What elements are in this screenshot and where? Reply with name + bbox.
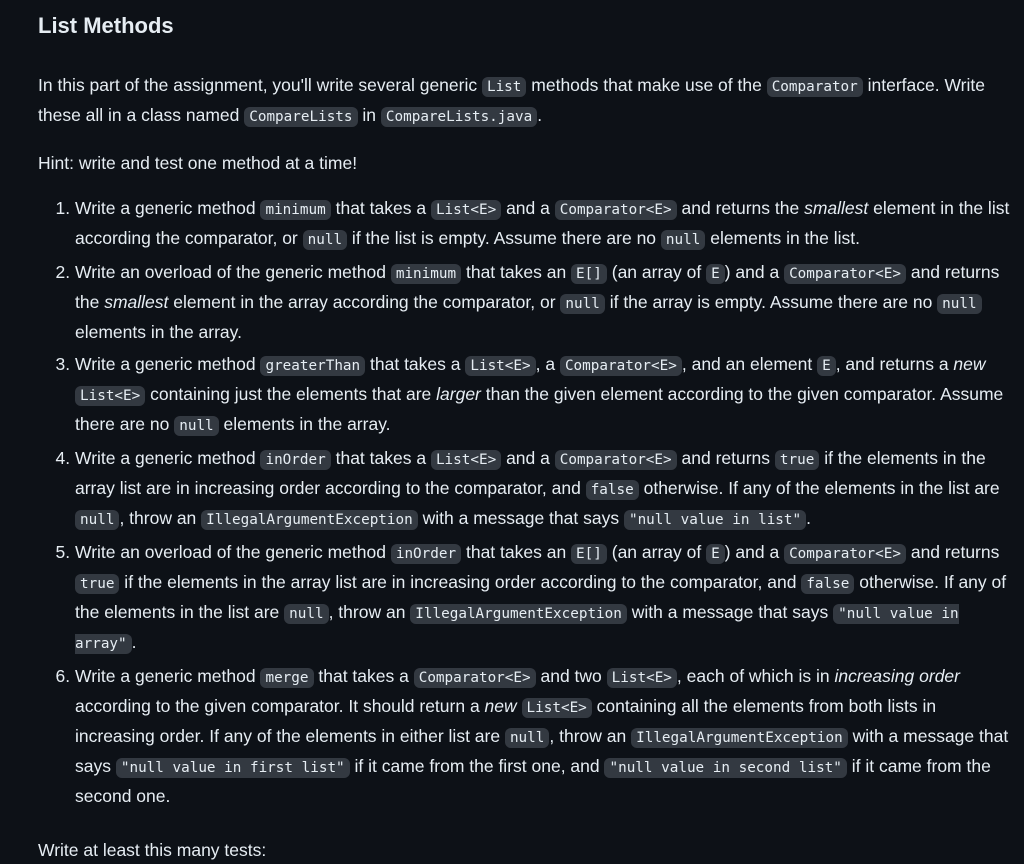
text: Write a generic method (75, 198, 261, 218)
inline-code: Comparator<E> (784, 544, 906, 564)
inline-code: E[] (571, 544, 607, 564)
text: element in the array according the comparator, or (168, 292, 561, 312)
emphasis: new (953, 354, 986, 374)
text: , and an element (681, 354, 818, 374)
text: with a message that says (626, 602, 834, 622)
document-body (38, 0, 1012, 814)
section-heading: List Methods (38, 13, 174, 38)
text: otherwise. If any of the elements in the list are (638, 478, 1000, 498)
inline-code: IllegalArgumentException (410, 604, 627, 624)
inline-code: List<E> (465, 356, 535, 376)
list-item (75, 258, 1012, 346)
list-item (75, 538, 1012, 658)
text: if the list is empty. Assume there are no (347, 228, 661, 248)
text: ) and a (724, 542, 785, 562)
inline-code: false (801, 574, 854, 594)
inline-code: merge (260, 668, 313, 688)
text: In this part of the assignment, you'll write several generic (38, 75, 482, 95)
inline-code: List<E> (75, 386, 145, 406)
inline-code: null (75, 510, 119, 530)
text: . (537, 105, 543, 125)
list-item (75, 662, 1012, 810)
inline-code: null (505, 728, 549, 748)
text: if the elements in the array list are in increasing order according to the comparator, and (119, 572, 802, 592)
list-item (75, 350, 1012, 440)
text: and a (501, 198, 555, 218)
inline-code: Comparator<E> (555, 450, 677, 470)
text: than the given element according to the given comparator. Assume there are no (75, 384, 1004, 434)
inline-code: null (661, 230, 705, 250)
inline-code: List<E> (431, 200, 501, 220)
list-item (75, 444, 1012, 534)
inline-code: null (174, 416, 218, 436)
inline-code: IllegalArgumentException (201, 510, 418, 530)
inline-code: Comparator (767, 77, 863, 97)
text: Write a generic method (75, 354, 261, 374)
inline-code: Comparator<E> (784, 264, 906, 284)
inline-code: null (560, 294, 604, 314)
inline-code: "null value in second list" (604, 758, 846, 778)
text: elements in the array. (218, 414, 391, 434)
text: if it came from the first one, and (349, 756, 605, 776)
inline-code: true (775, 450, 819, 470)
inline-code: greaterThan (260, 356, 365, 376)
text: and returns the (75, 262, 1000, 312)
inline-code: true (75, 574, 119, 594)
text: with a message that says (417, 508, 624, 528)
text: , and returns a (835, 354, 954, 374)
inline-code: minimum (260, 200, 330, 220)
text: that takes a (330, 448, 431, 468)
inline-code: E (817, 356, 836, 376)
text: that takes a (313, 666, 414, 686)
inline-code: Comparator<E> (560, 356, 682, 376)
emphasis: larger (436, 384, 481, 404)
emphasis: increasing order (834, 666, 960, 686)
inline-code: List<E> (607, 668, 677, 688)
text: element in the list according the comparator, or (75, 198, 1010, 248)
text: and returns the (676, 198, 805, 218)
text: according to the given comparator. It should return a (75, 696, 485, 716)
cutoff-paragraph: Write at least this many tests: (38, 840, 267, 860)
emphasis: smallest (104, 292, 169, 312)
text: ) and a (724, 262, 785, 282)
text: methods that make use of the (526, 75, 767, 95)
inline-code: Comparator<E> (414, 668, 536, 688)
inline-code: E (706, 544, 725, 564)
text: Write an overload of the generic method (75, 262, 391, 282)
text: that takes an (461, 262, 572, 282)
text: , a (535, 354, 560, 374)
inline-code: List (482, 77, 526, 97)
inline-code: "null value in array" (75, 606, 959, 652)
inline-code: Comparator<E> (555, 200, 677, 220)
text: and returns (905, 542, 1000, 562)
inline-code: CompareLists.java (381, 107, 537, 127)
text: if the array is empty. Assume there are no (604, 292, 938, 312)
emphasis: smallest (804, 198, 869, 218)
text: , throw an (328, 602, 411, 622)
inline-code: null (284, 604, 328, 624)
text: (an array of (606, 542, 707, 562)
text: containing all the elements from both lists in increasing order. If any of the elements in either list are (75, 696, 937, 746)
hint-paragraph: Hint: write and test one method at a time! (38, 153, 358, 173)
inline-code: IllegalArgumentException (631, 728, 848, 748)
text: interface. Write these all in a class named (38, 75, 985, 125)
inline-code: inOrder (260, 450, 330, 470)
inline-code: "null value in list" (624, 510, 806, 530)
text: , each of which is in (676, 666, 835, 686)
text: and a (501, 448, 555, 468)
inline-code: List<E> (522, 698, 592, 718)
inline-code: E (706, 264, 725, 284)
text: that takes a (330, 198, 431, 218)
text: containing just the elements that are (145, 384, 437, 404)
inline-code: null (937, 294, 981, 314)
inline-code: E[] (571, 264, 607, 284)
text: if it came from the second one. (75, 756, 991, 806)
text: elements in the list. (705, 228, 860, 248)
inline-code: inOrder (391, 544, 461, 564)
text: and returns (676, 448, 775, 468)
inline-code: false (586, 480, 639, 500)
text: , throw an (119, 508, 202, 528)
text: that takes an (461, 542, 572, 562)
text: Write an overload of the generic method (75, 542, 391, 562)
text: elements in the array. (75, 322, 242, 342)
text: with a message that says (75, 726, 1009, 776)
text: . (806, 508, 811, 528)
text: otherwise. If any of the elements in the list are (75, 572, 1007, 622)
text: , throw an (549, 726, 632, 746)
text: in (357, 105, 381, 125)
text: Write a generic method (75, 448, 261, 468)
text: that takes a (365, 354, 466, 374)
emphasis: new (484, 696, 517, 716)
inline-code: CompareLists (244, 107, 357, 127)
text (517, 696, 522, 716)
inline-code: List<E> (431, 450, 501, 470)
text: and two (535, 666, 607, 686)
text: if the elements in the array list are in increasing order according to the comparator, and (75, 448, 986, 498)
methods-list (38, 194, 1012, 810)
inline-code: minimum (391, 264, 461, 284)
inline-code: null (303, 230, 347, 250)
intro-paragraph (38, 71, 1012, 131)
text: . (131, 632, 137, 652)
inline-code: "null value in first list" (116, 758, 350, 778)
text: Write a generic method (75, 666, 261, 686)
list-item (75, 194, 1012, 254)
text: (an array of (606, 262, 707, 282)
